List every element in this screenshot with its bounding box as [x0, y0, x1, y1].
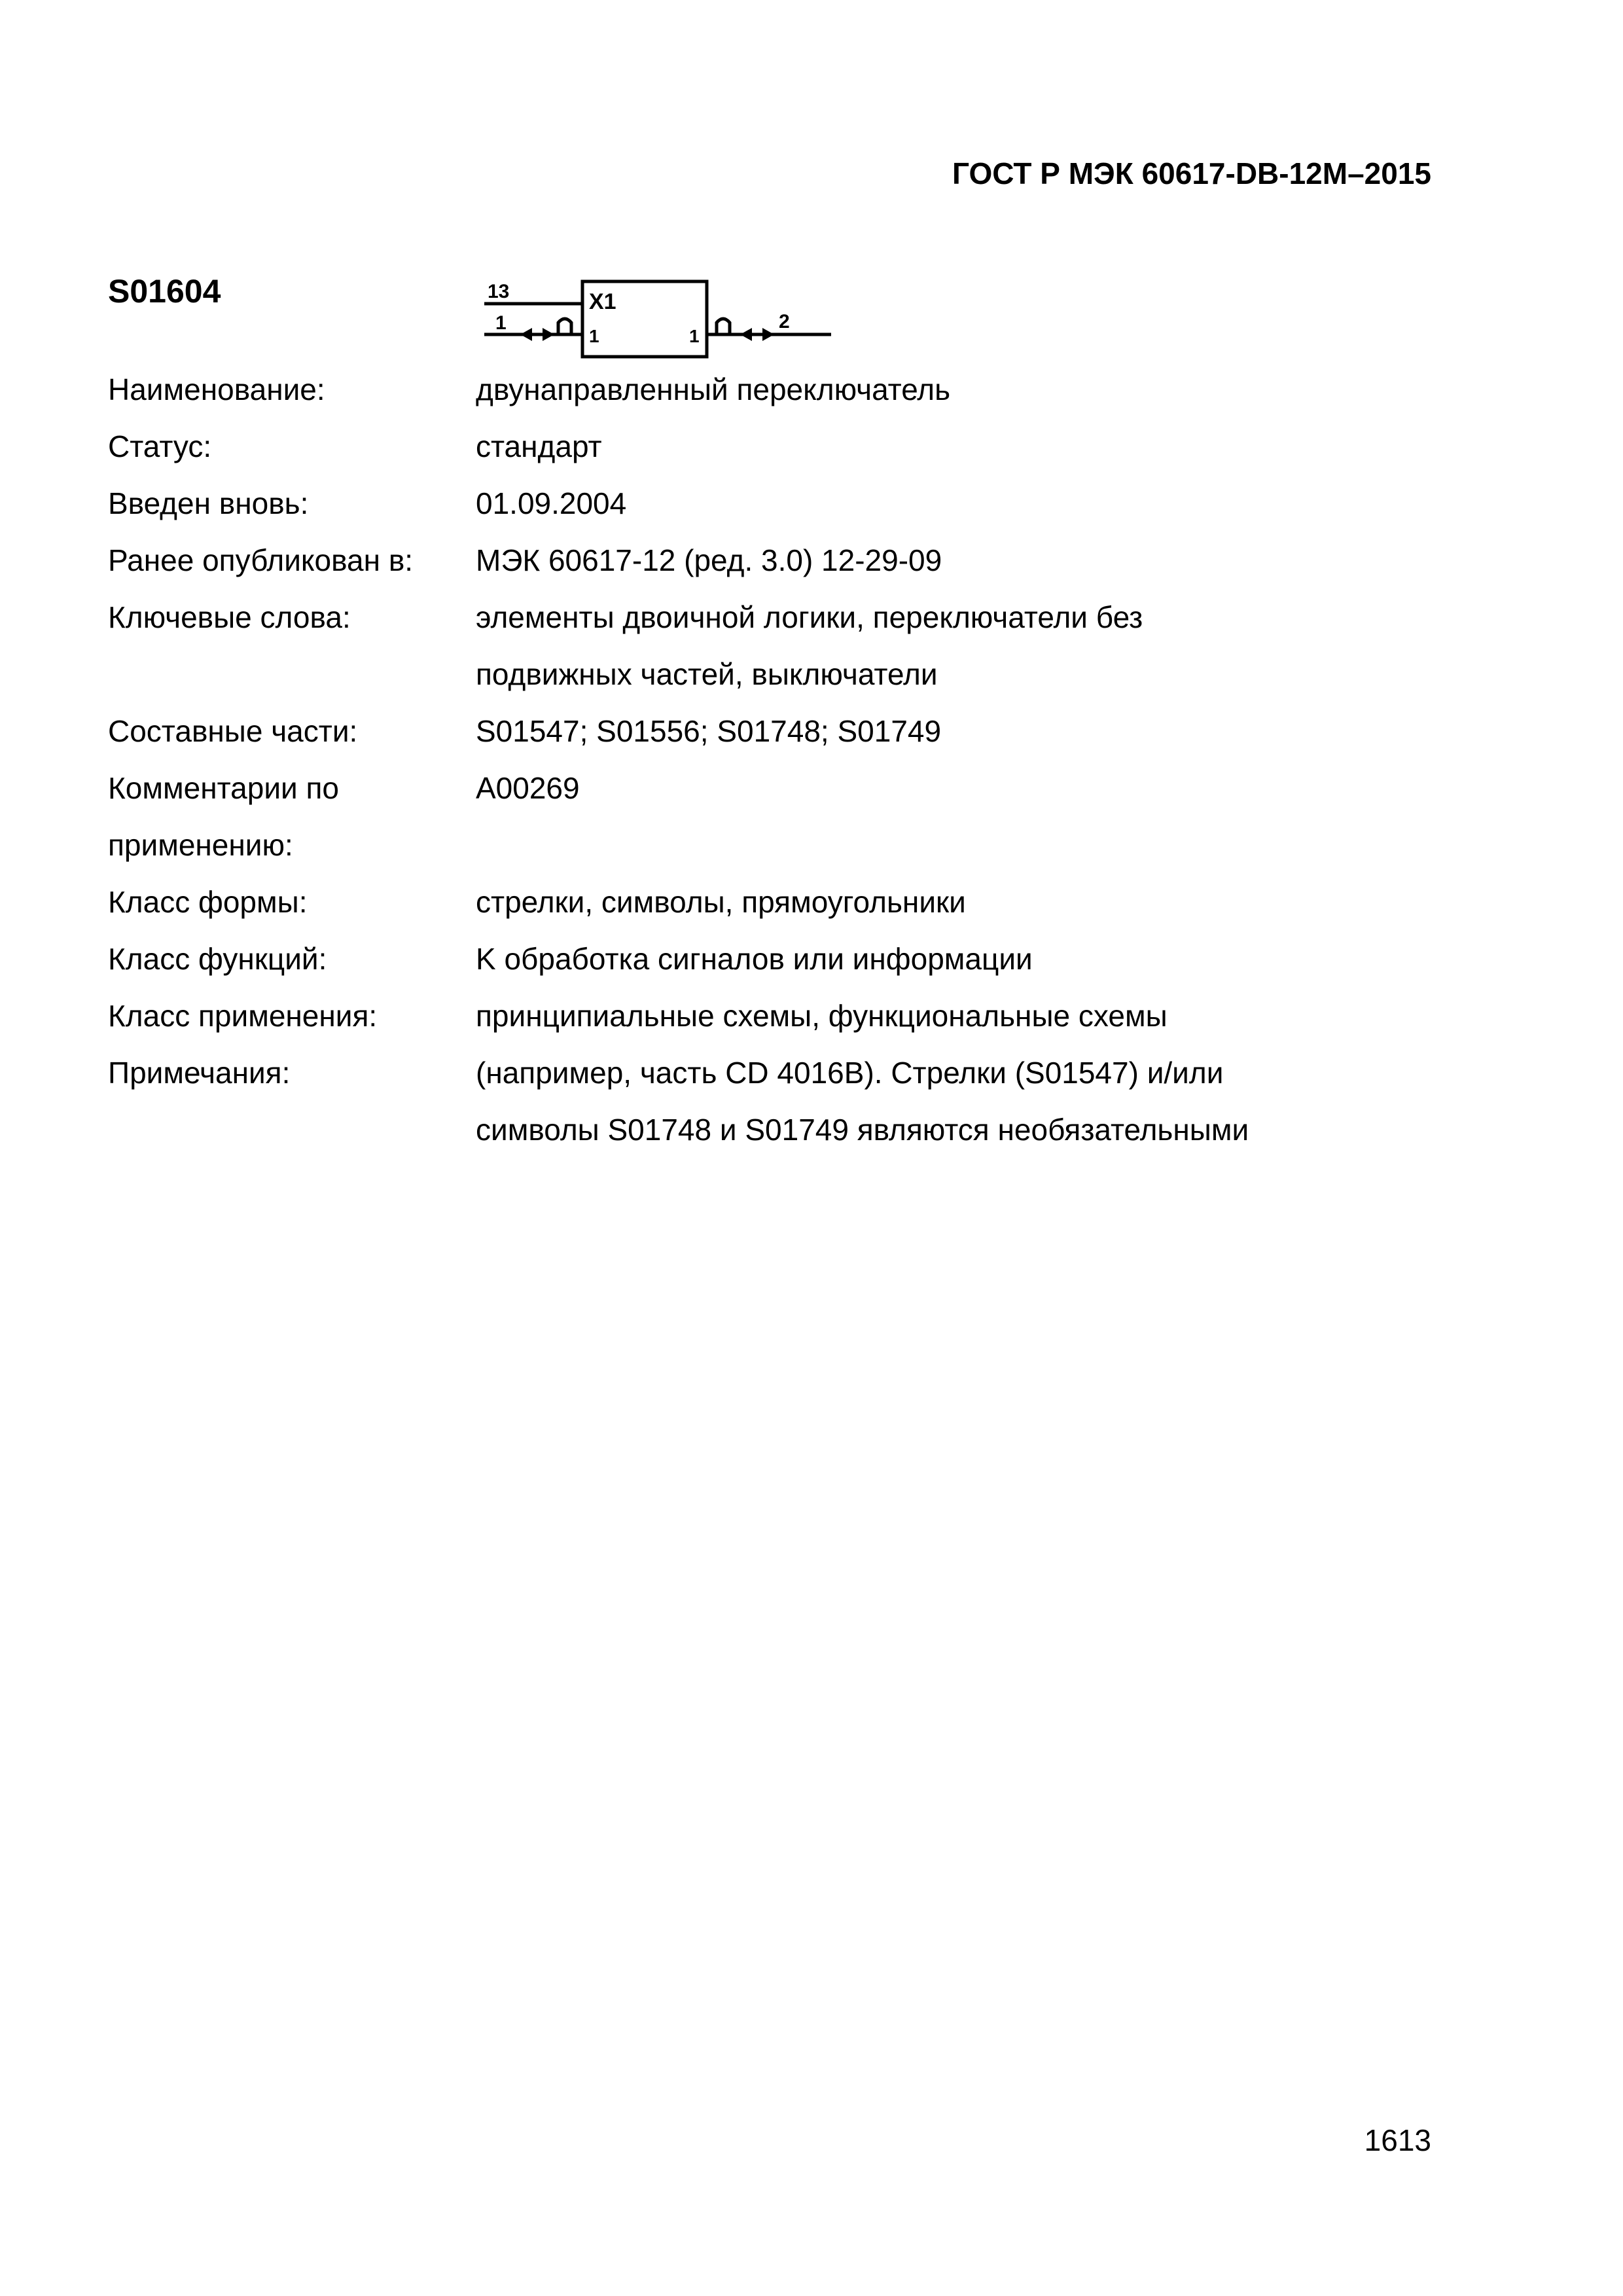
- page-number: 1613: [1364, 2123, 1431, 2157]
- switch-symbol-diagram: [481, 272, 847, 360]
- attribute-label: Ключевые слова:: [108, 600, 351, 634]
- attribute-row: [108, 874, 1450, 931]
- attribute-label: Комментарии по применению:: [108, 771, 339, 862]
- attribute-value: K обработка сигналов или информации: [476, 942, 1033, 976]
- attribute-label: Наименование:: [108, 372, 325, 406]
- attribute-label: Класс функций:: [108, 942, 327, 976]
- attribute-label: Ранее опубликован в:: [108, 543, 414, 577]
- document-header: ГОСТ Р МЭК 60617-DB-12М–2015: [952, 156, 1431, 190]
- attribute-row: [108, 418, 1450, 475]
- label-right-port: 2: [779, 311, 790, 332]
- attribute-value: стрелки, символы, прямоугольники: [476, 885, 966, 919]
- attribute-row: [108, 703, 1450, 760]
- attribute-label: Примечания:: [108, 1056, 291, 1090]
- left-arc-mark: [558, 319, 571, 333]
- attribute-value: (например, часть CD 4016B). Стрелки (S01547) и/или символы S01748 и S01749 являются необязательными: [476, 1056, 1249, 1147]
- attribute-row: [108, 1045, 1450, 1158]
- label-left-port: 1: [495, 312, 507, 334]
- attribute-label: Составные части:: [108, 714, 358, 748]
- attribute-row: [108, 931, 1450, 988]
- attribute-label: Класс формы:: [108, 885, 308, 919]
- attribute-value: двунаправленный переключатель: [476, 372, 951, 406]
- label-box-in: 1: [589, 326, 599, 346]
- right-arc-mark: [717, 319, 730, 333]
- attribute-value: элементы двоичной логики, переключатели без подвижных частей, выключатели: [476, 600, 1143, 691]
- attribute-list: [108, 361, 1450, 1158]
- attribute-value: 01.09.2004: [476, 486, 627, 520]
- attribute-row: [108, 532, 1450, 589]
- attribute-label: Статус:: [108, 429, 212, 463]
- symbol-code: S01604: [108, 273, 221, 310]
- attribute-value: S01547; S01556; S01748; S01749: [476, 714, 942, 748]
- attribute-value: стандарт: [476, 429, 602, 463]
- attribute-row: [108, 475, 1450, 532]
- label-box-out: 1: [689, 326, 700, 346]
- attribute-row: [108, 589, 1450, 703]
- attribute-value: A00269: [476, 771, 580, 805]
- label-box: X1: [589, 289, 616, 314]
- attribute-value: принципиальные схемы, функциональные схемы: [476, 999, 1168, 1033]
- attribute-label: Класс применения:: [108, 999, 378, 1033]
- label-control: 13: [488, 281, 510, 302]
- attribute-row: [108, 760, 1450, 874]
- attribute-label: Введен вновь:: [108, 486, 309, 520]
- attribute-row: [108, 988, 1450, 1045]
- attribute-row: [108, 361, 1450, 418]
- attribute-value: МЭК 60617-12 (ред. 3.0) 12-29-09: [476, 543, 942, 577]
